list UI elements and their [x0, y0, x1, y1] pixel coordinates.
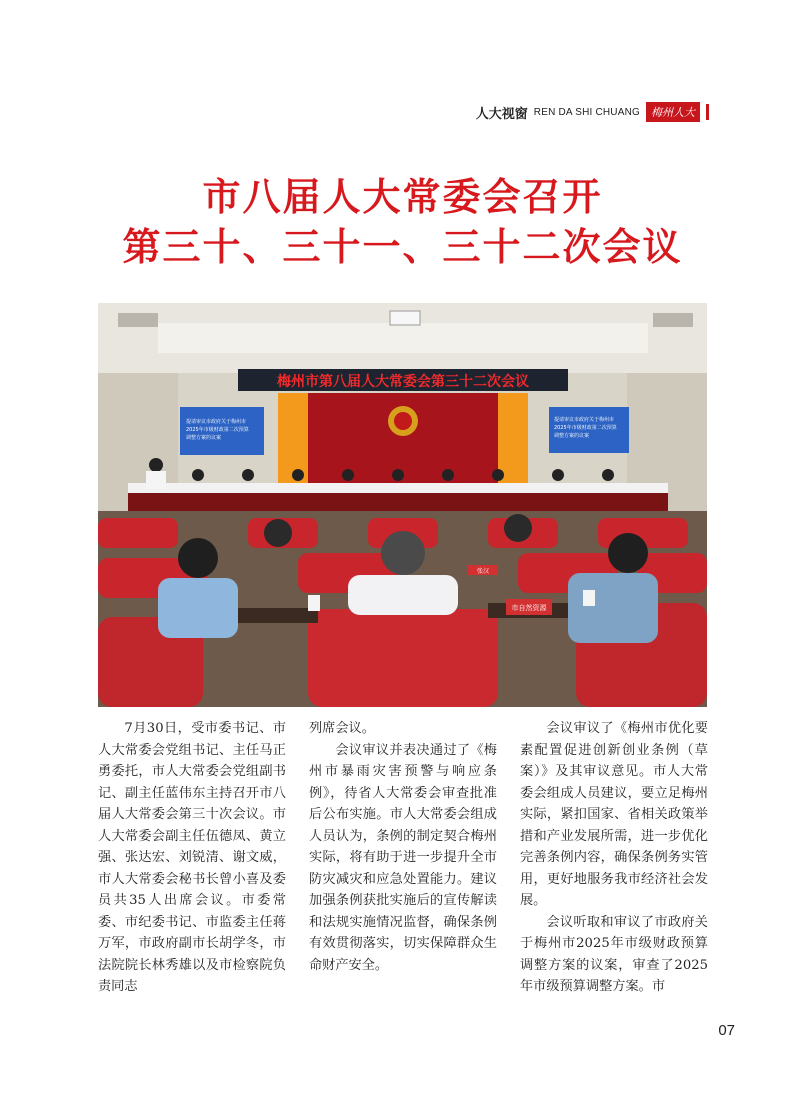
page-number: 07 [718, 1022, 735, 1039]
svg-text:提请审议市政府关于梅州市: 提请审议市政府关于梅州市 [554, 417, 615, 423]
article-column-2 [309, 718, 497, 998]
article-column-1 [98, 718, 286, 998]
article-body [98, 718, 708, 998]
headline-line-2: 第三十、三十一、三十二次会议 [122, 224, 683, 269]
svg-text:提请审议市政府关于梅州市: 提请审议市政府关于梅州市 [186, 419, 247, 425]
section-title-zh: 人大视窗 [475, 106, 528, 122]
stage-banner-text: 梅州市第八届人大常委会第三十二次会议 [277, 374, 529, 390]
section-header [476, 102, 709, 122]
section-title-en: REN DA SHI CHUANG [533, 106, 640, 118]
headline-line-1: 市八届人大常委会召开 [202, 174, 603, 219]
svg-text:调整方案的议案: 调整方案的议案 [186, 435, 222, 441]
svg-text:2025年市级财政第二次预算: 2025年市级财政第二次预算 [554, 425, 617, 431]
paragraph-1-continued: 列席会议。 [309, 721, 375, 736]
paragraph-2: 会议审议并表决通过了《梅州市暴雨灾害预警与响应条例》，待省人大常委会审查批准后公布实施。市人大常委会组成人员认为，条例的制定契合梅州实际，将有助于进一步提升全市防灾减灾和应急处置能力。建议加强条例获批实施后的宣传解读和法规实施情况监督，确保条例有效贯彻落实，切实保障群众生命财产安全。 [309, 742, 497, 973]
meeting-photo [98, 303, 707, 707]
front-chair-center [308, 609, 498, 707]
paragraph-4: 会议听取和审议了市政府关于梅州市2025年市级财政预算调整方案的议案，审查了2025年市级预算调整方案。市 [520, 914, 708, 994]
header-accent-bar [706, 104, 709, 120]
svg-text:2025年市级财政第二次预算: 2025年市级财政第二次预算 [186, 427, 249, 433]
paragraph-3: 会议审议了《梅州市优化要素配置促进创新创业条例（草案）》及其审议意见。市人大常委会组成人员建议，要立足梅州实际，紧扣国家、省相关政策举措和产业发展所需，进一步优化完善条例内容，确保条例务实管用，更好地服务我市经济社会发展。 [520, 721, 708, 908]
name-sign-mid: 张汉 [476, 568, 490, 575]
article-column-3 [520, 718, 708, 998]
paragraph-1: 7月30日，受市委书记、市人大常委会党组书记、主任马正勇委托，市人大常委会党组副书记、副主任蓝伟东主持召开市八届人大常委会第三十次会议。市人大常委会副主任伍德凤、黄立强、张达宏、刘锐清、谢文威，市人大常委会秘书长曾小喜及委员共35人出席会议。市委常委、市纪委书记、市监委主任蒋万军，市政府副市长胡学冬，市法院院长林秀雄以及市检察院负责同志 [98, 721, 286, 994]
name-sign-right: 市自然资源 [511, 604, 547, 612]
svg-text:调整方案的议案: 调整方案的议案 [554, 433, 590, 439]
publication-logo: 梅州人大 [646, 102, 700, 122]
